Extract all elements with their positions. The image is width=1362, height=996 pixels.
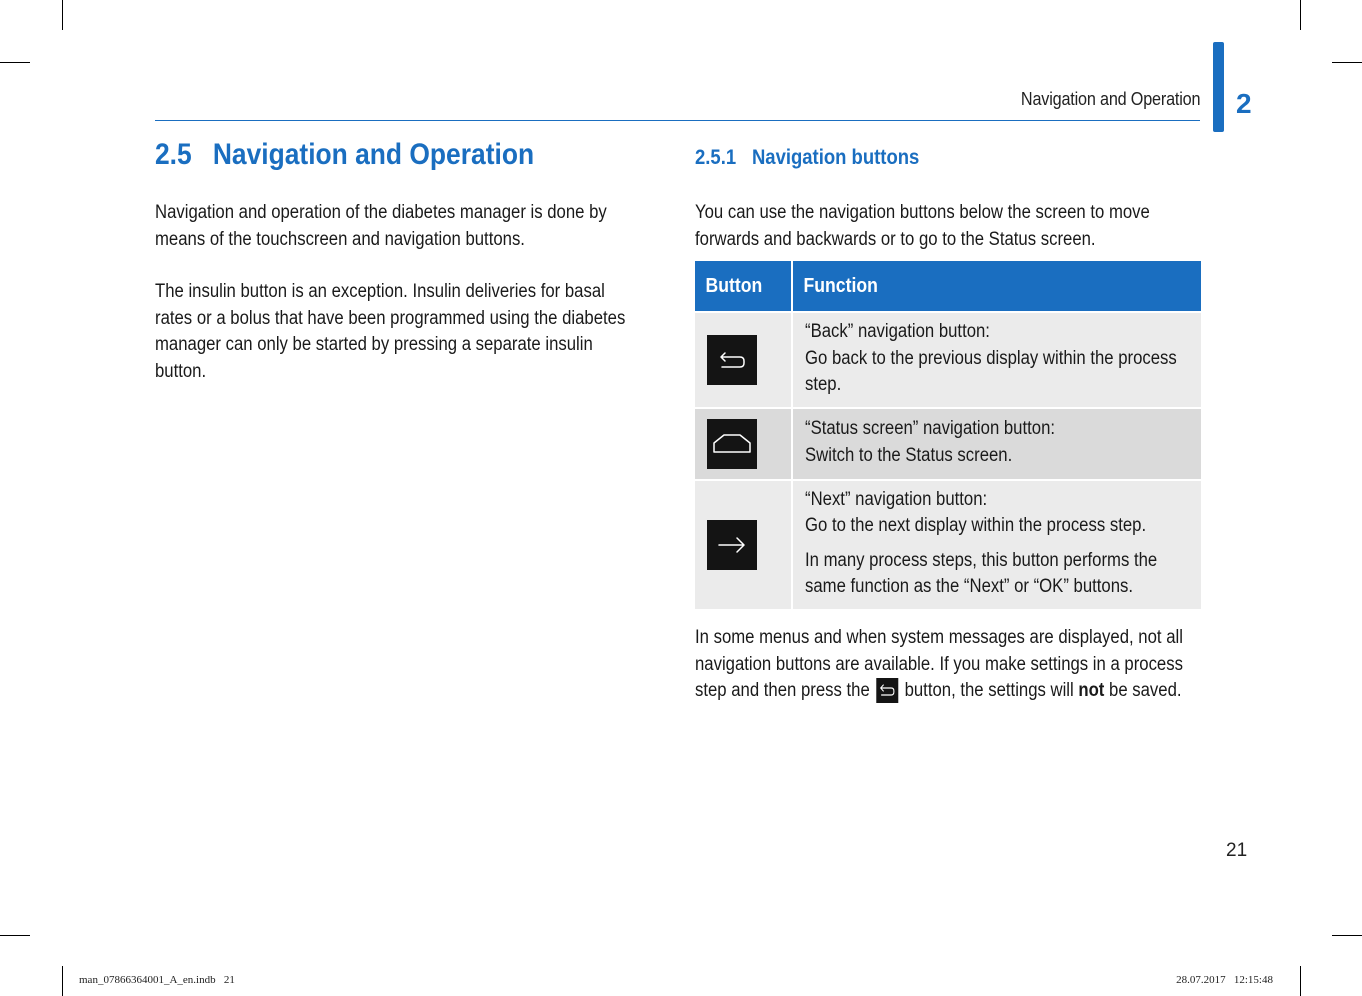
print-slug-file: man_07866364001_A_en.indb 21	[79, 974, 235, 986]
section-paragraph: Navigation and operation of the diabetes manager is done by means of the touchscreen and navigation buttons.	[155, 202, 607, 250]
back-button-title: “Back” navigation button:	[805, 321, 990, 342]
section-heading	[155, 138, 534, 172]
section-title: Navigation and Operation	[212, 138, 535, 171]
back-arrow-icon	[876, 678, 898, 703]
crop-mark	[1300, 966, 1301, 996]
crop-mark	[0, 62, 30, 63]
closing-paragraph	[695, 625, 1201, 705]
crop-mark	[1332, 62, 1362, 63]
column-header-button: Button	[695, 261, 793, 311]
next-button-title: “Next” navigation button:	[805, 488, 988, 510]
subsection-number: 2.5.1	[695, 146, 737, 169]
running-header: Navigation and Operation	[1020, 89, 1200, 109]
section-number: 2.5	[155, 138, 192, 171]
next-button-description: Go to the next display within the process step.	[805, 515, 1147, 536]
crop-mark	[0, 935, 30, 936]
chapter-tab-bar	[1213, 42, 1224, 132]
subsection-title: Navigation buttons	[751, 146, 920, 169]
closing-bold-not: not	[1078, 680, 1105, 701]
home-icon	[707, 419, 757, 469]
crop-mark	[62, 0, 63, 30]
closing-text-1: In some menus and when system messages are displayed, not all navigation buttons are available. If you make settings in a process step and then press the	[695, 627, 1183, 701]
next-arrow-icon	[707, 520, 757, 570]
subsection-intro: You can use the navigation buttons below the screen to move forwards and backwards or to go to the Status screen.	[695, 202, 1150, 250]
table-row	[695, 409, 1201, 479]
table-row	[695, 481, 1201, 609]
crop-mark	[62, 966, 63, 996]
closing-text-3: be saved.	[1109, 680, 1182, 701]
chapter-number: 2	[1236, 88, 1252, 119]
table-header-row	[695, 261, 1201, 311]
status-button-description: Switch to the Status screen.	[805, 444, 1013, 466]
page-number: 21	[1226, 840, 1248, 861]
crop-mark	[1300, 0, 1301, 30]
back-button-description: Go back to the previous display within the process step.	[805, 347, 1177, 395]
status-button-title: “Status screen” navigation button:	[805, 418, 1056, 439]
closing-text-2: button, the settings will	[904, 680, 1074, 701]
header-rule	[155, 120, 1200, 121]
table-row	[695, 313, 1201, 407]
next-button-note: In many process steps, this button performs the same function as the “Next” or “OK” buttons.	[805, 549, 1158, 597]
navigation-buttons-table	[695, 259, 1201, 611]
print-slug-date: 28.07.2017 12:15:48	[1176, 974, 1273, 986]
crop-mark	[1332, 935, 1362, 936]
back-arrow-icon	[707, 335, 757, 385]
column-header-function: Function	[793, 261, 1201, 311]
subsection-heading	[695, 146, 919, 170]
section-paragraph: The insulin button is an exception. Insulin deliveries for basal rates or a bolus that have been programmed using the diabetes manager can only be started by pressing a separate insulin button.	[155, 281, 626, 382]
